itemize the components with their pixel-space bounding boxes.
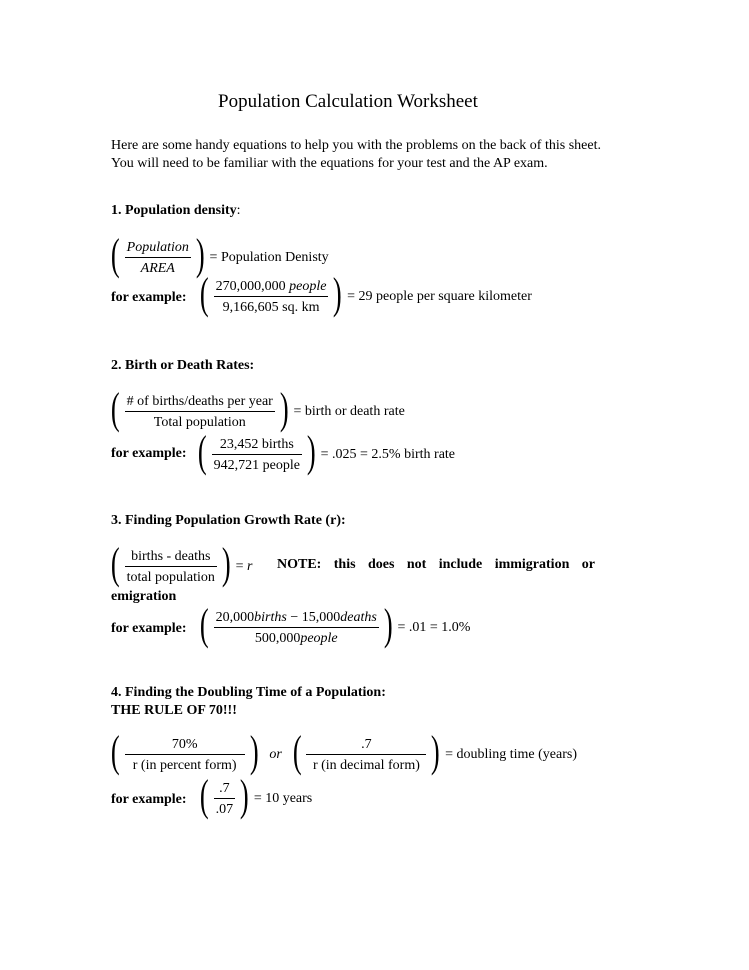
numerator: .7 <box>219 781 230 796</box>
section-1-colon: : <box>236 203 241 218</box>
note-continuation: emigration <box>111 589 177 604</box>
example-label: for example: <box>111 792 187 807</box>
right-paren: ) <box>249 727 259 776</box>
numerator: 20,000births − 15,000deaths <box>215 610 377 625</box>
right-paren: ) <box>306 427 316 476</box>
right-paren: ) <box>240 771 249 820</box>
numerator: 270,000,000 people <box>215 279 327 294</box>
example-label: for example: <box>111 621 187 636</box>
right-paren: ) <box>383 600 393 649</box>
formula-result: = r <box>235 559 253 574</box>
left-paren: ( <box>199 771 209 820</box>
denominator: total population <box>126 570 215 585</box>
denominator: r (in decimal form) <box>312 758 420 773</box>
formula-birth-death-rate <box>108 384 405 434</box>
denominator: AREA <box>140 261 175 276</box>
right-paren: ) <box>195 230 205 279</box>
note-text: NOTE: this does not include immigration or <box>277 557 595 572</box>
left-paren: ( <box>292 727 302 776</box>
formula-result: = Population Denisty <box>209 250 329 265</box>
left-paren: ( <box>199 269 209 318</box>
example-result: = .01 = 1.0% <box>397 620 471 635</box>
left-paren: ( <box>110 727 120 776</box>
right-paren: ) <box>431 727 441 776</box>
right-paren: ) <box>333 269 343 318</box>
numerator: 70% <box>171 737 198 752</box>
section-4-heading: 4. Finding the Doubling Time of a Population: <box>111 685 386 700</box>
numerator: .7 <box>361 737 372 752</box>
example-label: for example: <box>111 290 187 305</box>
denominator: 500,000people <box>254 631 338 646</box>
formula-rule-of-70 <box>108 727 577 777</box>
right-paren: ) <box>221 539 231 588</box>
example-label: for example: <box>111 446 187 461</box>
denominator: .07 <box>215 802 234 817</box>
denominator: 942,721 people <box>213 458 300 473</box>
denominator: 9,166,605 sq. km <box>222 300 320 315</box>
numerator: 23,452 births <box>219 437 294 452</box>
section-4-subheading: THE RULE OF 70!!! <box>111 703 237 718</box>
example-result: = 10 years <box>253 791 313 806</box>
left-paren: ( <box>110 384 120 433</box>
denominator: r (in percent form) <box>132 758 237 773</box>
example-birth-rate <box>195 427 456 477</box>
example-growth-rate <box>197 600 471 650</box>
section-3-heading: 3. Finding Population Growth Rate (r): <box>111 513 346 528</box>
numerator: Population <box>126 240 189 255</box>
section-2-heading: 2. Birth or Death Rates: <box>111 358 255 373</box>
left-paren: ( <box>199 600 209 649</box>
formula-result: = birth or death rate <box>293 404 405 419</box>
or-text: or <box>269 747 282 762</box>
denominator: Total population <box>153 415 246 430</box>
left-paren: ( <box>110 230 120 279</box>
formula-result: = doubling time (years) <box>445 747 577 762</box>
left-paren: ( <box>197 427 207 476</box>
intro-paragraph: Here are some handy equations to help you with the problems on the back of this sheet. You will need to be familiar with the equations for your test and the AP exam. <box>111 138 601 171</box>
left-paren: ( <box>110 539 120 588</box>
numerator: # of births/deaths per year <box>126 394 273 409</box>
right-paren: ) <box>279 384 289 433</box>
example-result: = 29 people per square kilometer <box>347 289 532 304</box>
section-1-heading <box>111 203 241 219</box>
example-doubling-time <box>197 771 313 821</box>
example-result: = .025 = 2.5% birth rate <box>320 447 456 462</box>
formula-growth-rate <box>108 539 253 589</box>
example-population-density <box>197 269 532 319</box>
formula-population-density <box>108 230 329 280</box>
page-title: Population Calculation Worksheet <box>218 91 478 112</box>
numerator: births - deaths <box>131 549 211 564</box>
section-1-title: 1. Population density <box>111 203 237 218</box>
